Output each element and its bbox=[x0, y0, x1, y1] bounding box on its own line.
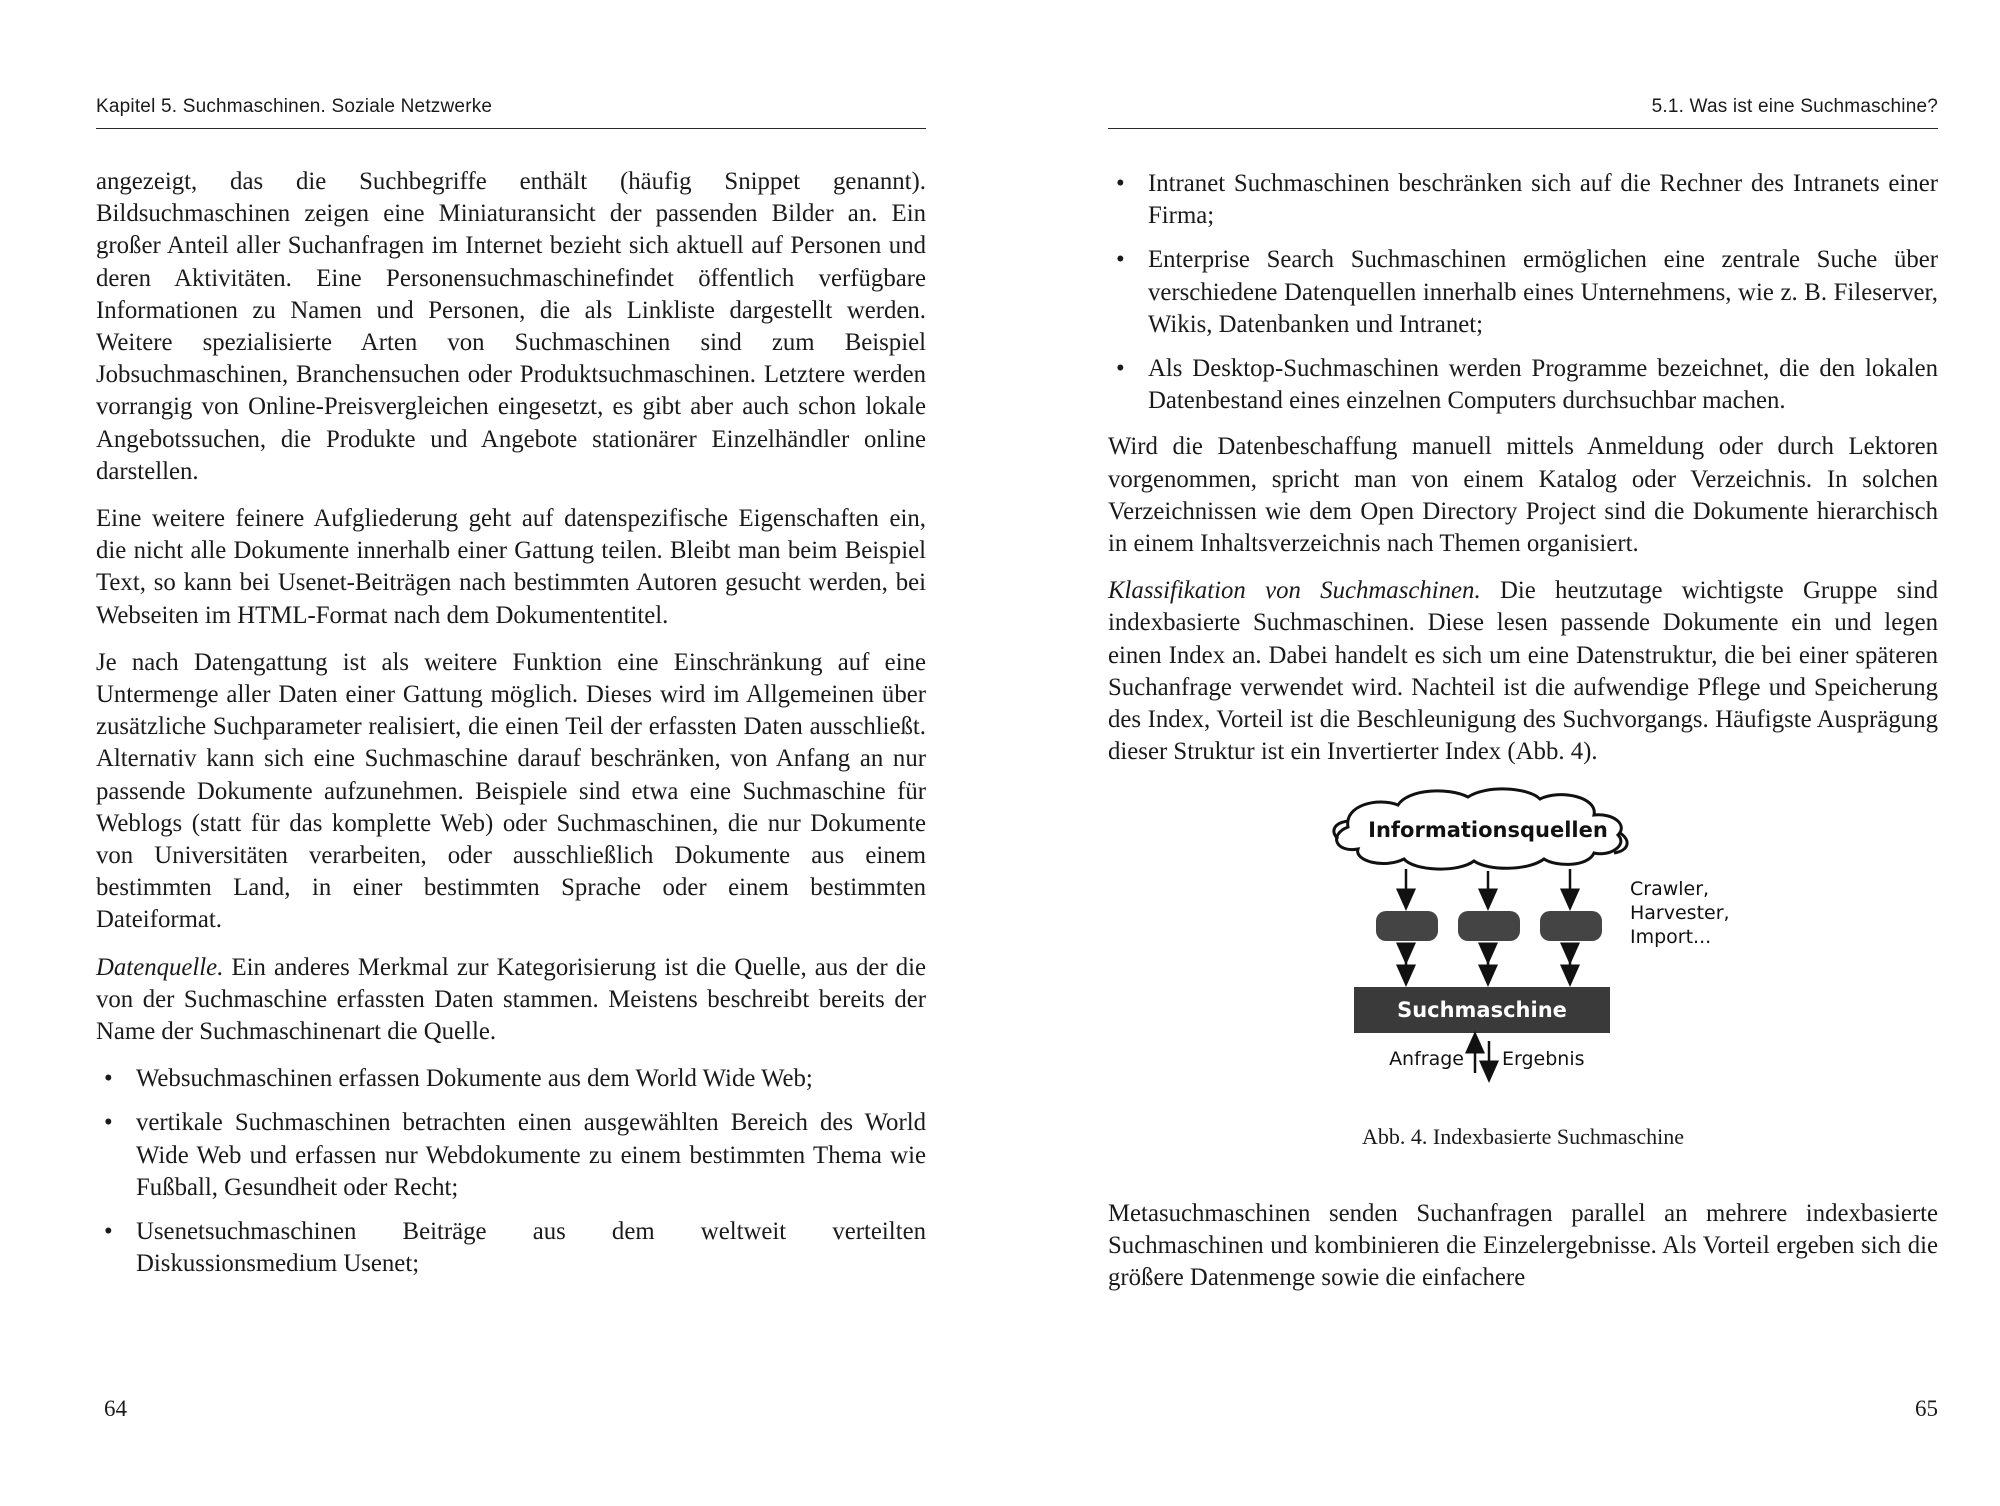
bullet-list bbox=[96, 1063, 926, 1280]
list-item: • Usenetsuchmaschinen Beiträge aus dem weltweit verteilten Diskussionsmedium Usenet; bbox=[96, 1216, 926, 1280]
figure-caption: Abb. 4. Indexbasierte Suchmaschine bbox=[1362, 1124, 1684, 1150]
list-item: • Websuchmaschinen erfassen Dokumente aus dem World Wide Web; bbox=[96, 1063, 926, 1095]
crawler-block bbox=[1540, 911, 1602, 941]
diagram bbox=[1108, 783, 1938, 1113]
query-label: Anfrage bbox=[1389, 1048, 1464, 1071]
crawler-block bbox=[1376, 911, 1438, 941]
running-head-right: 5.1. Was ist eine Suchmaschine? bbox=[1108, 96, 1938, 129]
figure-indexbasierte-suchmaschine bbox=[1108, 783, 1938, 1113]
list-item: • Intranet Suchmaschinen beschränken sich auf die Rechner des Intranets einer Firma; bbox=[1108, 168, 1938, 232]
search-engine-label: Suchmaschine bbox=[1397, 998, 1567, 1023]
paragraph-text: Ein anderes Merkmal zur Kategorisierung ist die Quelle, aus der die von der Suchmaschine erfassten Daten stammen. Meistens beschreibt bereits der Name der Suchmaschinenart die Quelle. bbox=[96, 953, 926, 1046]
list-item: • Enterprise Search Suchmaschinen ermöglichen eine zentrale Suche über verschiedene Datenquellen innerhalb eines Unternehmens, wie z. B. Fileserver, Wikis, Datenbanken und Intranet; bbox=[1108, 244, 1938, 341]
crawler-label: Crawler, bbox=[1630, 878, 1710, 901]
page-number-left: 64 bbox=[104, 1396, 127, 1421]
paragraph: angezeigt, das die Suchbegriffe enthält (häufig Snippet genannt). Bildsuchmaschinen zeigen eine Miniaturansicht der passenden Bilder an. Ein großer Anteil aller Suchanfragen im Internet bezieht sich aktuell auf Personen und deren Aktivitäten. Eine Personensuchmaschinefindet öffentlich verfügbare Informationen zu Namen und Personen, die als Linkliste dargestellt werden. Weitere spezialisierte Arten von Suchmaschinen sind zum Beispiel Jobsuchmaschinen, Branchensuchen oder Produktsuchmaschinen. Letztere werden vorrangig von Online-Preisvergleichen eingesetzt, es gibt aber auch schon lokale Angebotssuchen, die Produkte und Angebote stationärer Einzelhändler online darstellen. bbox=[96, 168, 926, 485]
list-item: • vertikale Suchmaschinen betrachten einen ausgewählten Bereich des World Wide Web und erfassen nur Webdokumente zu einem bestimmten Thema wie Fußball, Gesundheit oder Recht; bbox=[96, 1107, 926, 1204]
paragraph-klassifikation bbox=[1108, 575, 1938, 768]
paragraph-datenquelle bbox=[96, 952, 926, 1049]
left-page bbox=[96, 0, 926, 1506]
crawler-label: Harvester, bbox=[1630, 902, 1730, 925]
right-page bbox=[1108, 0, 1938, 1506]
list-item: • Als Desktop-Suchmaschinen werden Programme bezeichnet, die den lokalen Datenbestand eines einzelnen Computers durchsuchbar machen. bbox=[1108, 353, 1938, 417]
left-body bbox=[96, 166, 926, 1295]
run-in-heading: Datenquelle. bbox=[96, 953, 224, 981]
right-body bbox=[1108, 168, 1938, 1309]
paragraph: Metasuchmaschinen senden Suchanfragen parallel an mehrere indexbasierte Suchmaschinen und kombinieren die Einzelergebnisse. Als Vorteil ergeben sich die größere Datenmenge sowie die einfachere bbox=[1108, 1199, 1938, 1292]
paragraph: Je nach Datengattung ist als weitere Funktion eine Einschränkung auf eine Untermenge aller Daten einer Gattung möglich. Dieses wird im Allgemeinen über zusätzliche Suchparameter realisiert, die einen Teil der erfassten Daten ausschließt. Alternativ kann sich eine Suchmaschine darauf beschränken, von Anfang an nur passende Dokumente aufzunehmen. Beispiele sind etwa eine Suchmaschine für Weblogs (statt für das komplette Web) oder Suchmaschinen, die nur Dokumente von Universitäten verarbeiten, oder ausschließlich Dokumente aus einem bestimmten Land, in einer bestimmten Sprache oder einem bestimmten Dateiformat. bbox=[96, 648, 926, 934]
running-head-left: Kapitel 5. Suchmaschinen. Soziale Netzwerke bbox=[96, 96, 926, 129]
paragraph-text: Die heutzutage wichtigste Gruppe sind indexbasierte Suchmaschinen. Diese lesen passende Dokumente ein und legen einen Index an. Dabei handelt es sich um eine Datenstruktur, die bei einer späteren Suchanfrage verwendet wird. Nachteil ist die aufwendige Pflege und Speicherung des Index, Vorteil ist die Beschleunigung des Suchvorgangs. Häufigste Ausprägung dieser Struktur ist ein Invertierter Index (Abb. 4). bbox=[1108, 577, 1938, 766]
crawler-block bbox=[1458, 911, 1520, 941]
result-label: Ergebnis bbox=[1502, 1048, 1585, 1071]
paragraph: Wird die Datenbeschaffung manuell mittels Anmeldung oder durch Lektoren vorgenommen, spricht man von einem Katalog oder Verzeichnis. In solchen Verzeichnissen wie dem Open Directory Project sind die Dokumente hierarchisch in einem Inhaltsverzeichnis nach Themen organisiert. bbox=[1108, 433, 1938, 558]
crawler-label: Import... bbox=[1630, 926, 1712, 949]
bullet-list bbox=[1108, 168, 1938, 417]
run-in-heading: Klassifikation von Suchmaschinen. bbox=[1108, 577, 1481, 605]
page-number-right: 65 bbox=[1915, 1396, 1938, 1421]
paragraph: Eine weitere feinere Aufgliederung geht auf datenspezifische Eigenschaften ein, die nicht alle Dokumente innerhalb einer Gattung teilen. Bleibt man beim Beispiel Text, so kann bei Usenet-Beiträgen nach bestimmten Autoren gesucht werden, bei Webseiten im HTML-Format nach dem Dokumententitel. bbox=[96, 505, 926, 629]
cloud-label: Informationsquellen bbox=[1368, 818, 1608, 843]
